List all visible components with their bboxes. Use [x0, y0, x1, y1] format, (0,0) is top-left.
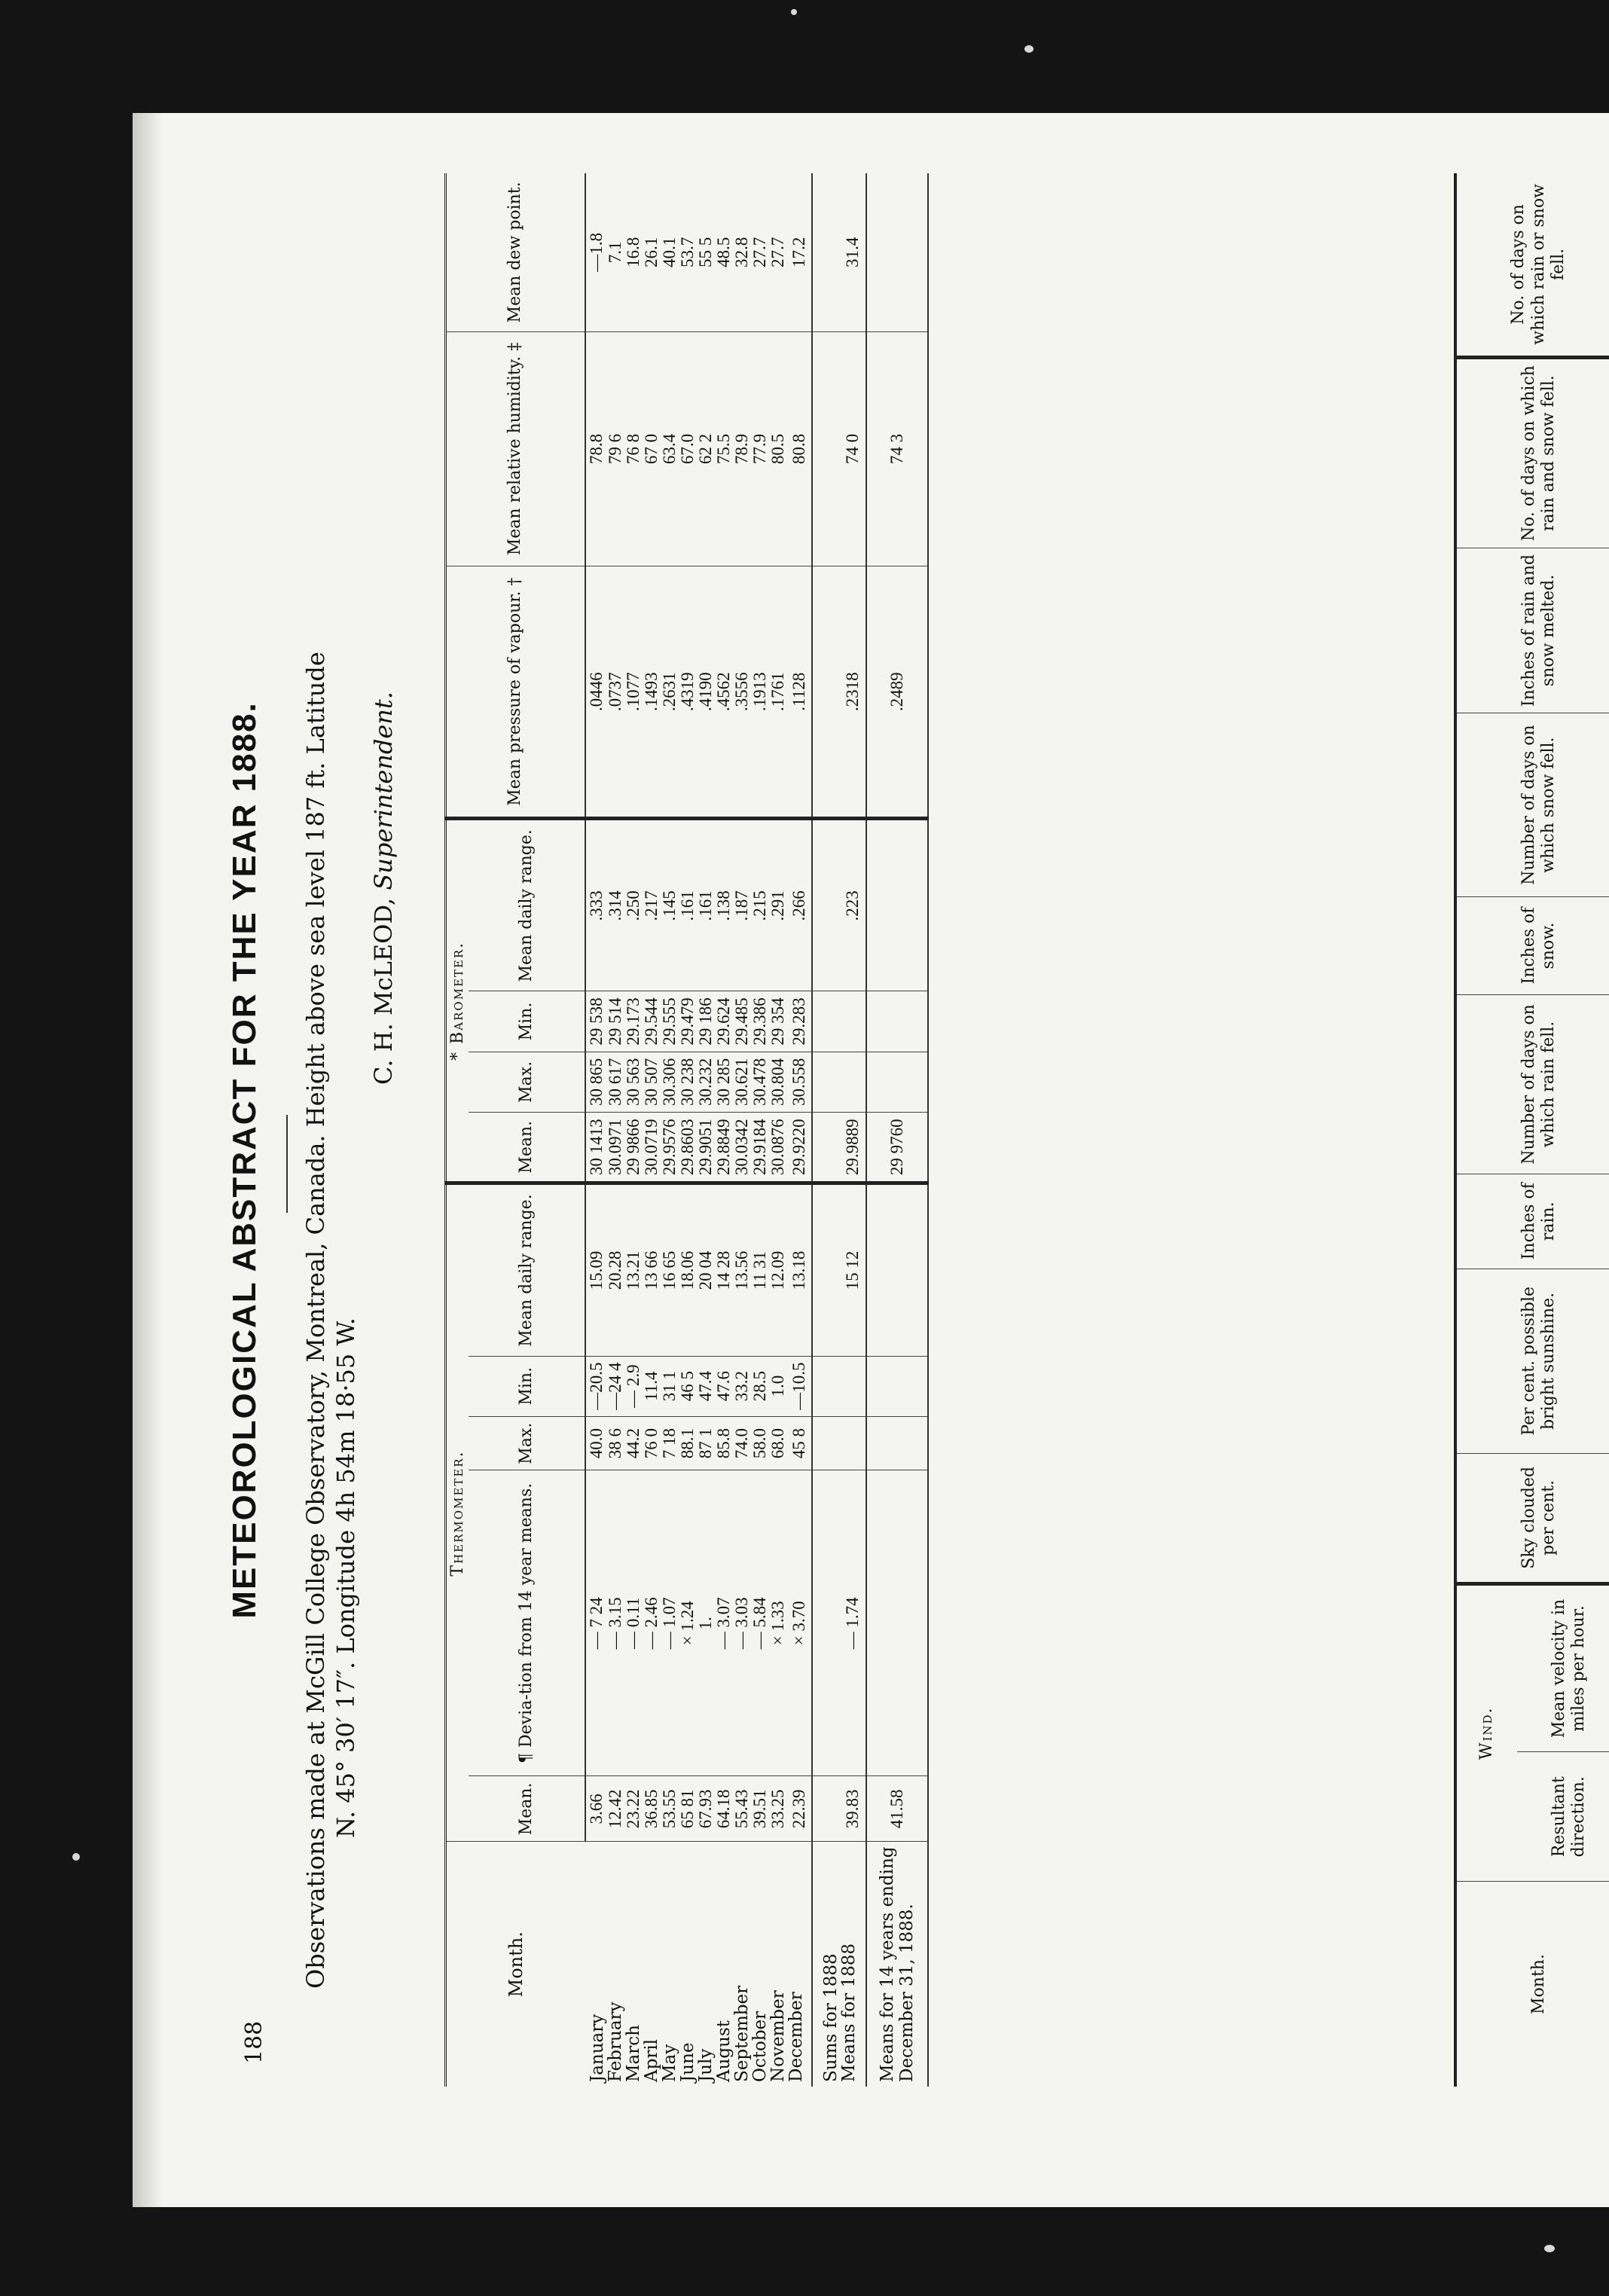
table-row — [624, 173, 643, 2087]
vapour-cell: .0737 — [606, 566, 624, 819]
thermo-range-cell: 11 31 — [751, 1183, 769, 1356]
humidity-cell: 67.0 — [679, 331, 697, 566]
dew-point-header: Mean dew point. — [446, 173, 586, 331]
superintendent-signature — [369, 692, 398, 1085]
baro-mean-cell: 30.0971 — [606, 1112, 624, 1183]
thermo-min-cell: 47.6 — [715, 1356, 733, 1416]
humidity-cell: 77.9 — [751, 331, 769, 566]
humidity-cell: 78.8 — [585, 331, 606, 566]
thermo-min-cell: 47.4 — [697, 1356, 715, 1416]
dew-point-cell: 53.7 — [679, 173, 697, 331]
deviation-cell: — 1.74 — [840, 1470, 866, 1776]
baro-range-cell: .217 — [643, 819, 661, 991]
page-number: 188 — [241, 2020, 267, 2064]
deviation-cell: × 3.70 — [787, 1470, 812, 1776]
title-rule — [286, 1115, 288, 1213]
means-14yr-label-line2: December 31, 1888. — [897, 1904, 917, 2082]
baro-mean-cell: 29.9889 — [840, 1112, 866, 1183]
deviation-cell: × 1.24 — [679, 1470, 697, 1776]
table-row — [585, 173, 606, 2087]
baro-max-cell: 30.804 — [769, 1052, 787, 1112]
baro-max-cell: 30.306 — [661, 1052, 679, 1112]
baro-mean-cell: 29.9576 — [661, 1112, 679, 1183]
thermo-max-cell: 45 8 — [787, 1416, 812, 1470]
table-row — [606, 173, 624, 2087]
thermo-range-cell: 15 12 — [840, 1183, 866, 1356]
baro-min-header: Min. — [469, 991, 585, 1052]
baro-max-header: Max. — [469, 1052, 585, 1112]
vapour-cell: .1077 — [624, 566, 643, 819]
velocity-header: Mean velocity in miles per hour. — [1517, 1583, 1609, 1752]
baro-mean-cell: 29 9760 — [866, 1112, 928, 1183]
thermo-max-cell: 68.0 — [769, 1416, 787, 1470]
deviation-cell: — 3.07 — [715, 1470, 733, 1776]
thermo-max-cell: 88.1 — [679, 1416, 697, 1470]
baro-mean-cell: 29.9184 — [751, 1112, 769, 1183]
dew-point-cell: 55 5 — [697, 173, 715, 331]
means-14yr-label — [866, 1842, 928, 2087]
humidity-cell: 67 0 — [643, 331, 661, 566]
page-binding-shadow — [133, 113, 163, 2207]
deviation-cell: — 2.46 — [643, 1470, 661, 1776]
deviation-header: ¶ Devia-tion from 14 year means. — [469, 1470, 585, 1776]
dew-point-cell: 7.1 — [606, 173, 624, 331]
humidity-header: Mean relative humidity. ‡ — [446, 331, 586, 566]
baro-min-cell: 29.479 — [679, 991, 697, 1052]
thermo-range-cell: 13.21 — [624, 1183, 643, 1356]
sunshine-header: Per cent. possible bright sunshine. — [1455, 1269, 1609, 1453]
thermo-min-cell: — 2.9 — [624, 1356, 643, 1416]
baro-mean-cell: 30.0719 — [643, 1112, 661, 1183]
thermo-mean-cell: 65 81 — [679, 1776, 697, 1842]
baro-min-cell: 29.173 — [624, 991, 643, 1052]
table-row — [787, 173, 812, 2087]
thermo-range-cell: 18.06 — [679, 1183, 697, 1356]
vapour-cell: .4319 — [679, 566, 697, 819]
vapour-header: Mean pressure of vapour. † — [446, 566, 586, 819]
table-row — [697, 173, 715, 2087]
baro-max-cell: 30.621 — [733, 1052, 751, 1112]
deviation-cell: 1. — [697, 1470, 715, 1776]
baro-range-cell: .333 — [585, 819, 606, 991]
thermo-max-cell: 44.2 — [624, 1416, 643, 1470]
baro-range-cell: .223 — [840, 819, 866, 991]
deviation-cell: — 3.15 — [606, 1470, 624, 1776]
baro-max-cell: 30.232 — [697, 1052, 715, 1112]
thermo-mean-cell: 41.58 — [866, 1776, 928, 1842]
wind-header: Wind. — [1455, 1583, 1517, 1881]
thermo-max-cell: 87 1 — [697, 1416, 715, 1470]
rain-inches-header: Inches of rain. — [1455, 1174, 1609, 1269]
vapour-cell: .0446 — [585, 566, 606, 819]
thermo-range-cell: 20.28 — [606, 1183, 624, 1356]
thermo-min-cell: 33.2 — [733, 1356, 751, 1416]
baro-min-cell: 29 538 — [585, 991, 606, 1052]
baro-min-cell: 29 514 — [606, 991, 624, 1052]
baro-range-cell: .187 — [733, 819, 751, 991]
baro-min-cell: 29.624 — [715, 991, 733, 1052]
baro-min-cell: 29 354 — [769, 991, 787, 1052]
vapour-cell: .3556 — [733, 566, 751, 819]
thermo-mean-cell: 22.39 — [787, 1776, 812, 1842]
dew-point-cell: —1.8 — [585, 173, 606, 331]
baro-min-cell: 29.386 — [751, 991, 769, 1052]
vapour-cell: .1761 — [769, 566, 787, 819]
dew-point-cell: 40.1 — [661, 173, 679, 331]
precipitation-table — [1454, 173, 1609, 2087]
dew-point-cell: 27.7 — [769, 173, 787, 331]
table-row — [679, 173, 697, 2087]
baro-max-cell: 30 617 — [606, 1052, 624, 1112]
baro-min-cell: 29 186 — [697, 991, 715, 1052]
thermo-range-cell: 14 28 — [715, 1183, 733, 1356]
thermo-range-cell: 15.09 — [585, 1183, 606, 1356]
month-label: May — [660, 2044, 679, 2082]
vapour-cell: .1493 — [643, 566, 661, 819]
thermo-mean-cell: 55.43 — [733, 1776, 751, 1842]
rain-and-snow-header: No. of days on which rain and snow fell. — [1455, 357, 1609, 548]
thermo-mean-cell: 64.18 — [715, 1776, 733, 1842]
month-label: October — [750, 2011, 770, 2082]
month-label: June — [678, 2042, 698, 2082]
month-label: February — [606, 2001, 625, 2082]
baro-mean-cell: 29.9051 — [697, 1112, 715, 1183]
baro-max-cell: 30 865 — [585, 1052, 606, 1112]
humidity-cell: 80.5 — [769, 331, 787, 566]
dust-speck — [1544, 2245, 1555, 2252]
meteorological-table — [444, 173, 929, 2087]
baro-max-cell: 30.478 — [751, 1052, 769, 1112]
thermo-min-cell: 11.4 — [643, 1356, 661, 1416]
month-header-2: Month. — [1455, 1882, 1609, 2087]
thermometer-header: Thermometer. — [446, 1183, 469, 1842]
thermo-max-cell: 40.0 — [585, 1416, 606, 1470]
baro-range-cell: .266 — [787, 819, 812, 991]
vapour-cell: .2489 — [866, 566, 928, 819]
baro-max-cell: 30.558 — [787, 1052, 812, 1112]
thermo-mean-cell: 36.85 — [643, 1776, 661, 1842]
thermo-mean-cell: 23.22 — [624, 1776, 643, 1842]
thermo-max-cell: 58.0 — [751, 1416, 769, 1470]
baro-range-cell: .161 — [697, 819, 715, 991]
barometer-header: * Barometer. — [446, 819, 469, 1183]
thermo-range-cell: 12.09 — [769, 1183, 787, 1356]
means-1888-row — [840, 173, 866, 2087]
baro-max-cell: 30 285 — [715, 1052, 733, 1112]
thermo-range-cell: 20 04 — [697, 1183, 715, 1356]
vapour-cell: .4190 — [697, 566, 715, 819]
thermo-mean-cell: 33.25 — [769, 1776, 787, 1842]
dew-point-cell: 26.1 — [643, 173, 661, 331]
baro-mean-cell: 30.0876 — [769, 1112, 787, 1183]
thermo-max-cell: 38 6 — [606, 1416, 624, 1470]
thermo-mean-cell: 39.51 — [751, 1776, 769, 1842]
table-row — [733, 173, 751, 2087]
melted-header: Inches of rain and snow melted. — [1455, 548, 1609, 713]
baro-mean-cell: 30.0342 — [733, 1112, 751, 1183]
dew-point-cell: 27.7 — [751, 173, 769, 331]
snow-inches-header: Inches of snow. — [1455, 896, 1609, 994]
thermo-max-cell: 7 18 — [661, 1416, 679, 1470]
superintendent-name: C. H. McLEOD, — [369, 897, 398, 1085]
thermo-mean-cell: 39.83 — [840, 1776, 866, 1842]
dust-speck — [1024, 45, 1033, 53]
month-label: August — [714, 2020, 734, 2082]
thermo-max-header: Max. — [469, 1416, 585, 1470]
baro-min-cell: 29.555 — [661, 991, 679, 1052]
observations-line: Observations made at McGill College Observatory, Montreal, Canada. Height above sea level 187 ft. Latitude — [301, 652, 330, 1989]
month-label: December — [787, 1842, 812, 2087]
humidity-cell: 79 6 — [606, 331, 624, 566]
thermo-range-cell: 13.56 — [733, 1183, 751, 1356]
baro-min-cell: 29.283 — [787, 991, 812, 1052]
means-1888-label: Means for 1888 — [840, 1842, 866, 2087]
thermo-mean-cell: 53.55 — [661, 1776, 679, 1842]
rain-days-header: Number of days on which rain fell. — [1455, 995, 1609, 1174]
thermo-max-cell: 74.0 — [733, 1416, 751, 1470]
vapour-cell: .2631 — [661, 566, 679, 819]
month-label: November — [768, 1990, 788, 2082]
baro-min-cell: 29.544 — [643, 991, 661, 1052]
vapour-cell: .1913 — [751, 566, 769, 819]
humidity-cell: 80.8 — [787, 331, 812, 566]
thermo-range-header: Mean daily range. — [469, 1183, 585, 1356]
baro-range-cell: .250 — [624, 819, 643, 991]
thermo-mean-cell: 67.93 — [697, 1776, 715, 1842]
sky-clouded-header: Sky clouded per cent. — [1455, 1454, 1609, 1584]
humidity-cell: 74 0 — [840, 331, 866, 566]
baro-range-header: Mean daily range. — [469, 819, 585, 991]
humidity-cell: 62 2 — [697, 331, 715, 566]
thermo-min-cell: 31 1 — [661, 1356, 679, 1416]
superintendent-role: Superintendent. — [369, 692, 398, 890]
dew-point-cell: 17.2 — [787, 173, 812, 331]
deviation-cell: — 7 24 — [585, 1470, 606, 1776]
dew-point-cell: 48.5 — [715, 173, 733, 331]
coordinates-line: N. 45° 30′ 17″. Longitude 4h 54m 18·55 W. — [331, 1317, 360, 1838]
humidity-cell: 75.5 — [715, 331, 733, 566]
thermo-min-cell: —24 4 — [606, 1356, 624, 1416]
vapour-cell: .1128 — [787, 566, 812, 819]
means-14yr-label-line1: Means for 14 years ending — [878, 1846, 897, 2082]
baro-mean-cell: 29.8849 — [715, 1112, 733, 1183]
humidity-cell: 74 3 — [866, 331, 928, 566]
table-row — [751, 173, 769, 2087]
month-label: September — [732, 1985, 752, 2082]
sums-row — [812, 173, 840, 2087]
deviation-cell: — 0.11 — [624, 1470, 643, 1776]
baro-mean-cell: 29 9866 — [624, 1112, 643, 1183]
baro-range-cell: .161 — [679, 819, 697, 991]
baro-max-cell: 30 563 — [624, 1052, 643, 1112]
dust-speck — [791, 9, 797, 15]
deviation-cell: × 1.33 — [769, 1470, 787, 1776]
thermo-min-cell: —20.5 — [585, 1356, 606, 1416]
thermo-min-cell: —10.5 — [787, 1356, 812, 1416]
table-row — [643, 173, 661, 2087]
baro-max-cell: 30 507 — [643, 1052, 661, 1112]
thermo-min-cell: 28.5 — [751, 1356, 769, 1416]
month-label: March — [624, 2025, 643, 2082]
thermo-range-cell: 13 66 — [643, 1183, 661, 1356]
baro-range-cell: .145 — [661, 819, 679, 991]
dew-point-cell: 16.8 — [624, 173, 643, 331]
baro-mean-cell: 29.9220 — [787, 1112, 812, 1183]
deviation-cell: — 1.07 — [661, 1470, 679, 1776]
dew-point-cell: 31.4 — [840, 173, 866, 331]
month-label: April — [642, 2038, 661, 2082]
humidity-cell: 78.9 — [733, 331, 751, 566]
baro-mean-header: Mean. — [469, 1112, 585, 1183]
baro-range-cell: .314 — [606, 819, 624, 991]
humidity-cell: 76 8 — [624, 331, 643, 566]
thermo-range-cell: 16 65 — [661, 1183, 679, 1356]
baro-range-cell: .215 — [751, 819, 769, 991]
thermo-min-cell: 1.0 — [769, 1356, 787, 1416]
table-row — [661, 173, 679, 2087]
dust-speck — [72, 1853, 80, 1861]
baro-mean-cell: 30 1413 — [585, 1112, 606, 1183]
deviation-cell: — 5.84 — [751, 1470, 769, 1776]
month-header: Month. — [446, 1842, 586, 2087]
table-row — [769, 173, 787, 2087]
baro-range-cell: .291 — [769, 819, 787, 991]
vapour-cell: .4562 — [715, 566, 733, 819]
vapour-cell: .2318 — [840, 566, 866, 819]
rotated-page-content — [218, 151, 1609, 2109]
baro-min-cell: 29.485 — [733, 991, 751, 1052]
thermo-mean-header: Mean. — [469, 1776, 585, 1842]
table-row — [715, 173, 733, 2087]
page-title: METEOROLOGICAL ABSTRACT FOR THE YEAR 1888. — [226, 701, 263, 1619]
humidity-cell: 63.4 — [661, 331, 679, 566]
thermo-mean-cell: 12.42 — [606, 1776, 624, 1842]
baro-range-cell: .138 — [715, 819, 733, 991]
thermo-max-cell: 76 0 — [643, 1416, 661, 1470]
dew-point-cell: 32.8 — [733, 173, 751, 331]
resultant-direction-header: Resultant direction. — [1517, 1752, 1609, 1882]
baro-mean-cell: 29.8603 — [679, 1112, 697, 1183]
deviation-cell: — 3.03 — [733, 1470, 751, 1776]
thermo-max-cell: 85.8 — [715, 1416, 733, 1470]
month-label: July — [696, 2048, 716, 2082]
month-label: January — [588, 2014, 607, 2082]
baro-max-cell: 30 238 — [679, 1052, 697, 1112]
rain-or-snow-header: No. of days on which rain or snow fell. — [1455, 173, 1609, 357]
thermo-mean-cell: 3.66 — [585, 1776, 606, 1842]
thermo-min-cell: 46 5 — [679, 1356, 697, 1416]
thermo-range-cell: 13.18 — [787, 1183, 812, 1356]
sums-label: Sums for 1888 — [821, 1953, 841, 2082]
thermo-min-header: Min. — [469, 1356, 585, 1416]
means-14yr-row — [866, 173, 928, 2087]
snow-days-header: Number of days on which snow fell. — [1455, 713, 1609, 896]
